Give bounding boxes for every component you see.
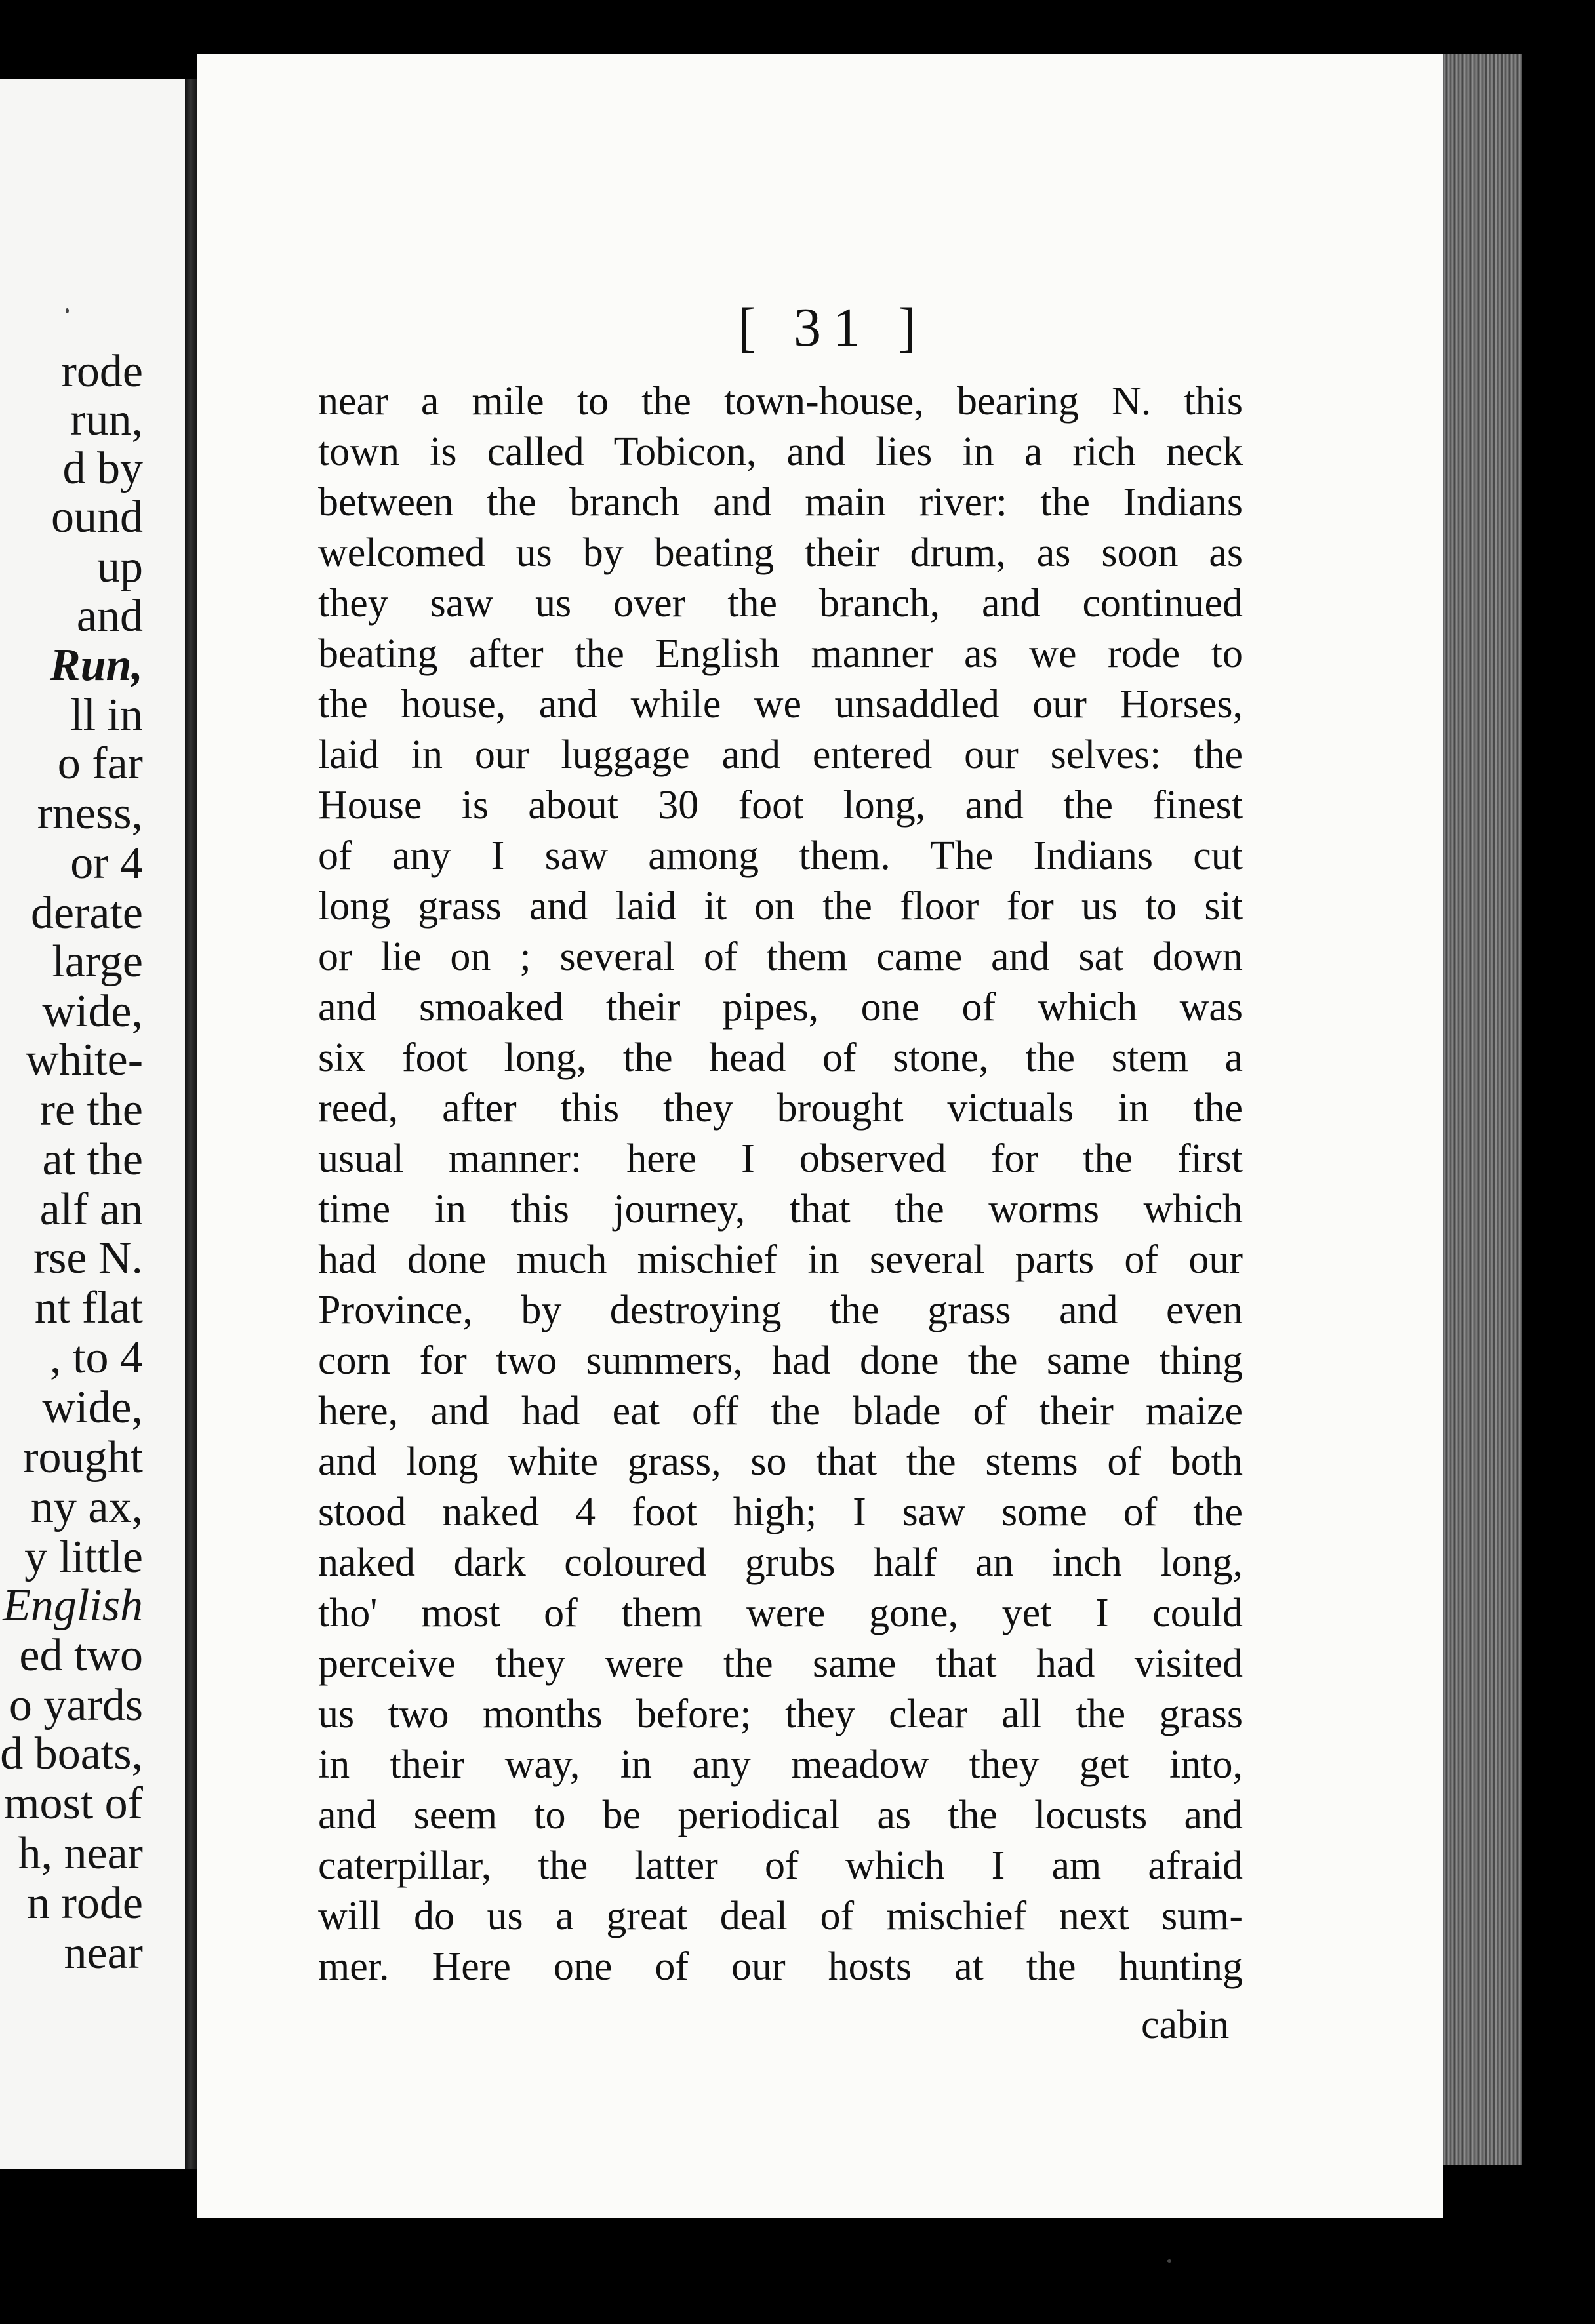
book-gutter xyxy=(185,79,198,2169)
previous-page-line: rness, xyxy=(37,788,143,839)
text-line: caterpillar, the latter of which I am afraid xyxy=(318,1843,1243,1888)
previous-page-line: up xyxy=(97,542,143,592)
previous-page-line: or 4 xyxy=(70,838,143,889)
previous-page-line: ny ax, xyxy=(30,1482,143,1533)
previous-page-line: , to 4 xyxy=(50,1332,143,1383)
text-line: mer. Here one of our hosts at the hunting xyxy=(318,1944,1243,1989)
text-line: here, and had eat off the blade of their maize xyxy=(318,1389,1243,1433)
dust-speck xyxy=(1167,2259,1171,2263)
text-line: beating after the English manner as we rode to xyxy=(318,631,1243,676)
previous-page-line: alf an xyxy=(39,1184,143,1235)
text-line: long grass and laid it on the floor for us to sit xyxy=(318,884,1243,929)
text-line: usual manner: here I observed for the first xyxy=(318,1136,1243,1181)
previous-page-line: English xyxy=(3,1580,143,1631)
previous-page-line: n rode xyxy=(27,1878,143,1929)
text-line: in their way, in any meadow they get into, xyxy=(318,1742,1243,1787)
previous-page-line: wide, xyxy=(42,986,143,1037)
previous-page-line: ed two xyxy=(19,1630,143,1681)
text-line: naked dark coloured grubs half an inch long, xyxy=(318,1540,1243,1585)
previous-page-line: d by xyxy=(62,443,143,494)
previous-page-fragment xyxy=(0,79,187,2169)
previous-page-line: most of xyxy=(4,1778,143,1829)
text-line: laid in our luggage and entered our selves: the xyxy=(318,732,1243,777)
text-line: reed, after this they brought victuals in the xyxy=(318,1086,1243,1131)
previous-page-line: rode xyxy=(61,346,143,397)
text-line: town is called Tobicon, and lies in a rich neck xyxy=(318,430,1243,474)
previous-page-line: white- xyxy=(26,1035,143,1085)
text-line: near a mile to the town-house, bearing N. this xyxy=(318,379,1243,424)
text-line: had done much mischief in several parts of our xyxy=(318,1237,1243,1282)
previous-page-line: and xyxy=(76,591,143,641)
previous-page-line: run, xyxy=(70,395,143,445)
text-line: stood naked 4 foot high; I saw some of the xyxy=(318,1490,1243,1534)
previous-page-line: at the xyxy=(42,1134,143,1185)
text-line: six foot long, the head of stone, the stem a xyxy=(318,1035,1243,1080)
text-line: they saw us over the branch, and continued xyxy=(318,581,1243,626)
previous-page-line: Run, xyxy=(49,640,143,691)
text-line: us two months before; they clear all the grass xyxy=(318,1692,1243,1736)
page-number: [ 31 ] xyxy=(738,297,928,358)
text-line: House is about 30 foot long, and the finest xyxy=(318,783,1243,828)
text-line: between the branch and main river: the Indians xyxy=(318,480,1243,525)
text-line: and smoaked their pipes, one of which was xyxy=(318,985,1243,1030)
text-line: welcomed us by beating their drum, as soon as xyxy=(318,531,1243,575)
text-line: or lie on ; several of them came and sat down xyxy=(318,934,1243,979)
previous-page-line: o far xyxy=(57,738,143,789)
previous-page-line: wide, xyxy=(42,1382,143,1433)
previous-page-line: derate xyxy=(31,888,143,938)
text-line: tho' most of them were gone, yet I could xyxy=(318,1591,1243,1635)
previous-page-line: ll in xyxy=(70,690,143,740)
previous-page-line: h, near xyxy=(18,1828,143,1879)
text-line: and seem to be periodical as the locusts and xyxy=(318,1793,1243,1837)
dust-speck xyxy=(66,308,69,313)
text-line: and long white grass, so that the stems of both xyxy=(318,1439,1243,1484)
text-line: of any I saw among them. The Indians cut xyxy=(318,833,1243,878)
text-line: the house, and while we unsaddled our Horses, xyxy=(318,682,1243,727)
page-edges xyxy=(1443,54,1522,2165)
text-line: time in this journey, that the worms which xyxy=(318,1187,1243,1232)
previous-page-line: re the xyxy=(39,1085,143,1135)
previous-page-line: rought xyxy=(23,1432,143,1483)
previous-page-line: nt flat xyxy=(34,1283,143,1333)
previous-page-line: y little xyxy=(24,1532,143,1582)
previous-page-line: large xyxy=(52,936,143,987)
previous-page-line: o yards xyxy=(9,1680,143,1731)
catchword: cabin xyxy=(1141,2003,1230,2047)
text-line: corn for two summers, had done the same thing xyxy=(318,1338,1243,1383)
previous-page-line: d boats, xyxy=(0,1729,143,1779)
previous-page-line: rse N. xyxy=(33,1233,143,1283)
text-line: perceive they were the same that had visited xyxy=(318,1641,1243,1686)
previous-page-line: ound xyxy=(51,492,143,542)
text-line: Province, by destroying the grass and even xyxy=(318,1288,1243,1332)
previous-page-line: near xyxy=(64,1928,143,1978)
body-text xyxy=(318,376,1243,1992)
text-line: will do us a great deal of mischief next sum- xyxy=(318,1894,1243,1938)
